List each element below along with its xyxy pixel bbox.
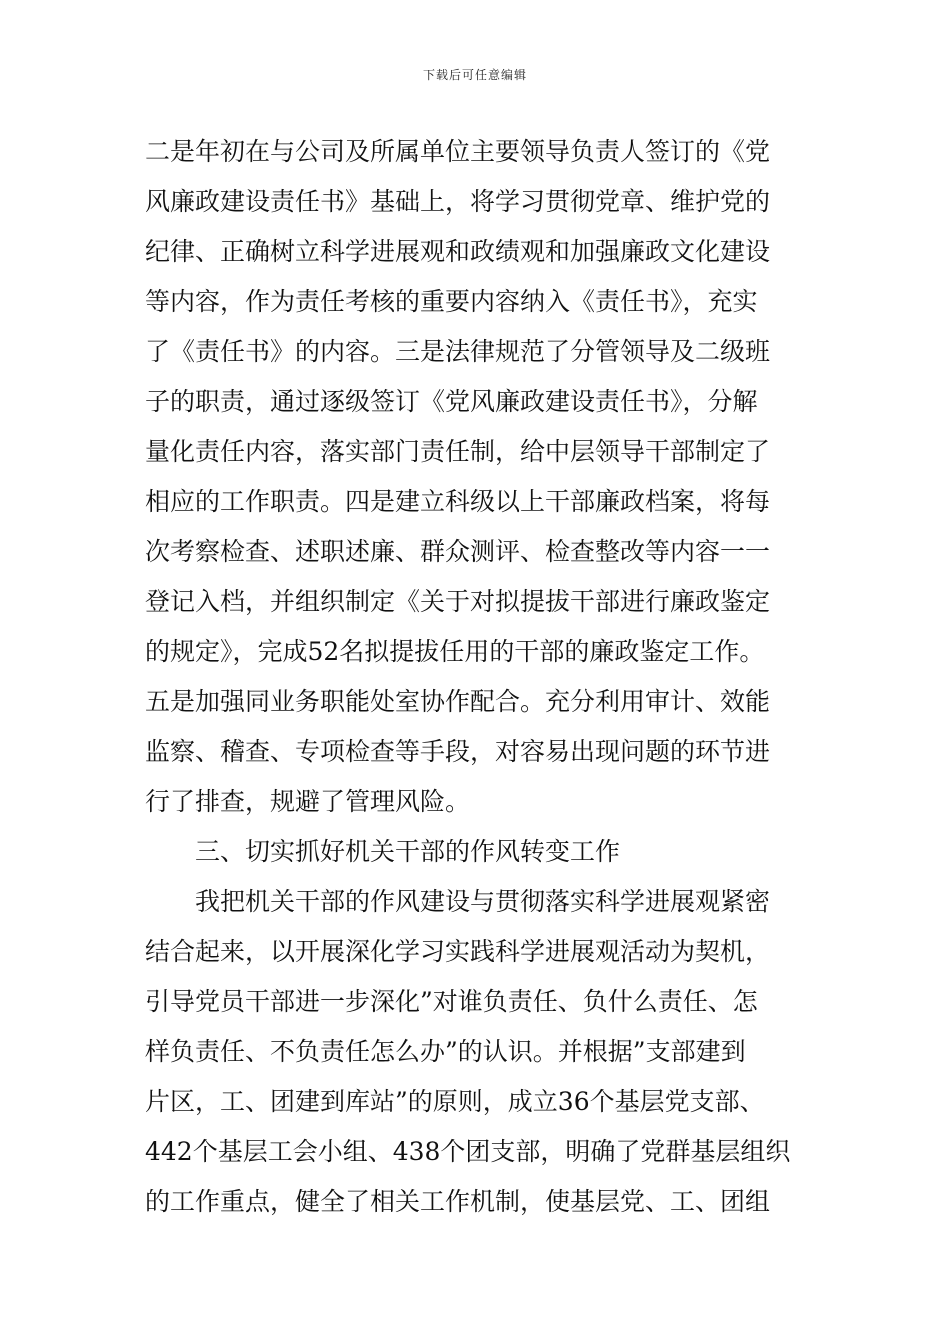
text-line: 纪律、正确树立科学进展观和政绩观和加强廉政文化建设: [145, 237, 771, 266]
text-line: 引导党员干部进一步深化”对谁负责任、负什么责任、怎: [145, 987, 758, 1016]
text-line: 的规定》，完成52名拟提拔任用的干部的廉政鉴定工作。: [145, 637, 765, 666]
text-line: 片区，工、团建到库站”的原则，成立36个基层党支部、: [145, 1087, 765, 1116]
text-line: 了《责任书》的内容。三是法律规范了分管领导及二级班: [145, 337, 771, 366]
text-line: 442个基层工会小组、438个团支部，明确了党群基层组织: [145, 1137, 791, 1166]
text-line: 五是加强同业务职能处室协作配合。充分利用审计、效能: [145, 687, 771, 716]
text-line: 风廉政建设责任书》基础上，将学习贯彻党章、维护党的: [145, 187, 771, 216]
text-line: 二是年初在与公司及所属单位主要领导负责人签订的《党: [145, 137, 771, 166]
text-line: 子的职责，通过逐级签订《党风廉政建设责任书》，分解: [145, 387, 758, 416]
text-line: 量化责任内容，落实部门责任制，给中层领导干部制定了: [145, 437, 771, 466]
page-header: 下载后可任意编辑: [422, 68, 527, 82]
text-line: 我把机关干部的作风建设与贯彻落实科学进展观紧密: [195, 887, 771, 916]
text-line: 结合起来，以开展深化学习实践科学进展观活动为契机，: [145, 937, 771, 966]
section-heading: 三、切实抓好机关干部的作风转变工作: [195, 837, 621, 866]
text-line: 相应的工作职责。四是建立科级以上干部廉政档案，将每: [145, 487, 771, 516]
text-line: 行了排查，规避了管理风险。: [145, 787, 471, 816]
body-text: [145, 127, 815, 1227]
text-line: 登记入档，并组织制定《关于对拟提拔干部进行廉政鉴定: [145, 587, 771, 616]
text-line: 等内容，作为责任考核的重要内容纳入《责任书》，充实: [145, 287, 758, 316]
text-line: 样负责任、不负责任怎么办”的认识。并根据”支部建到: [145, 1037, 746, 1066]
text-line: 监察、稽查、专项检查等手段，对容易出现问题的环节进: [145, 737, 771, 766]
text-line: 的工作重点，健全了相关工作机制，使基层党、工、团组: [145, 1187, 771, 1216]
text-line: 次考察检查、述职述廉、群众测评、检查整改等内容一一: [145, 537, 771, 566]
